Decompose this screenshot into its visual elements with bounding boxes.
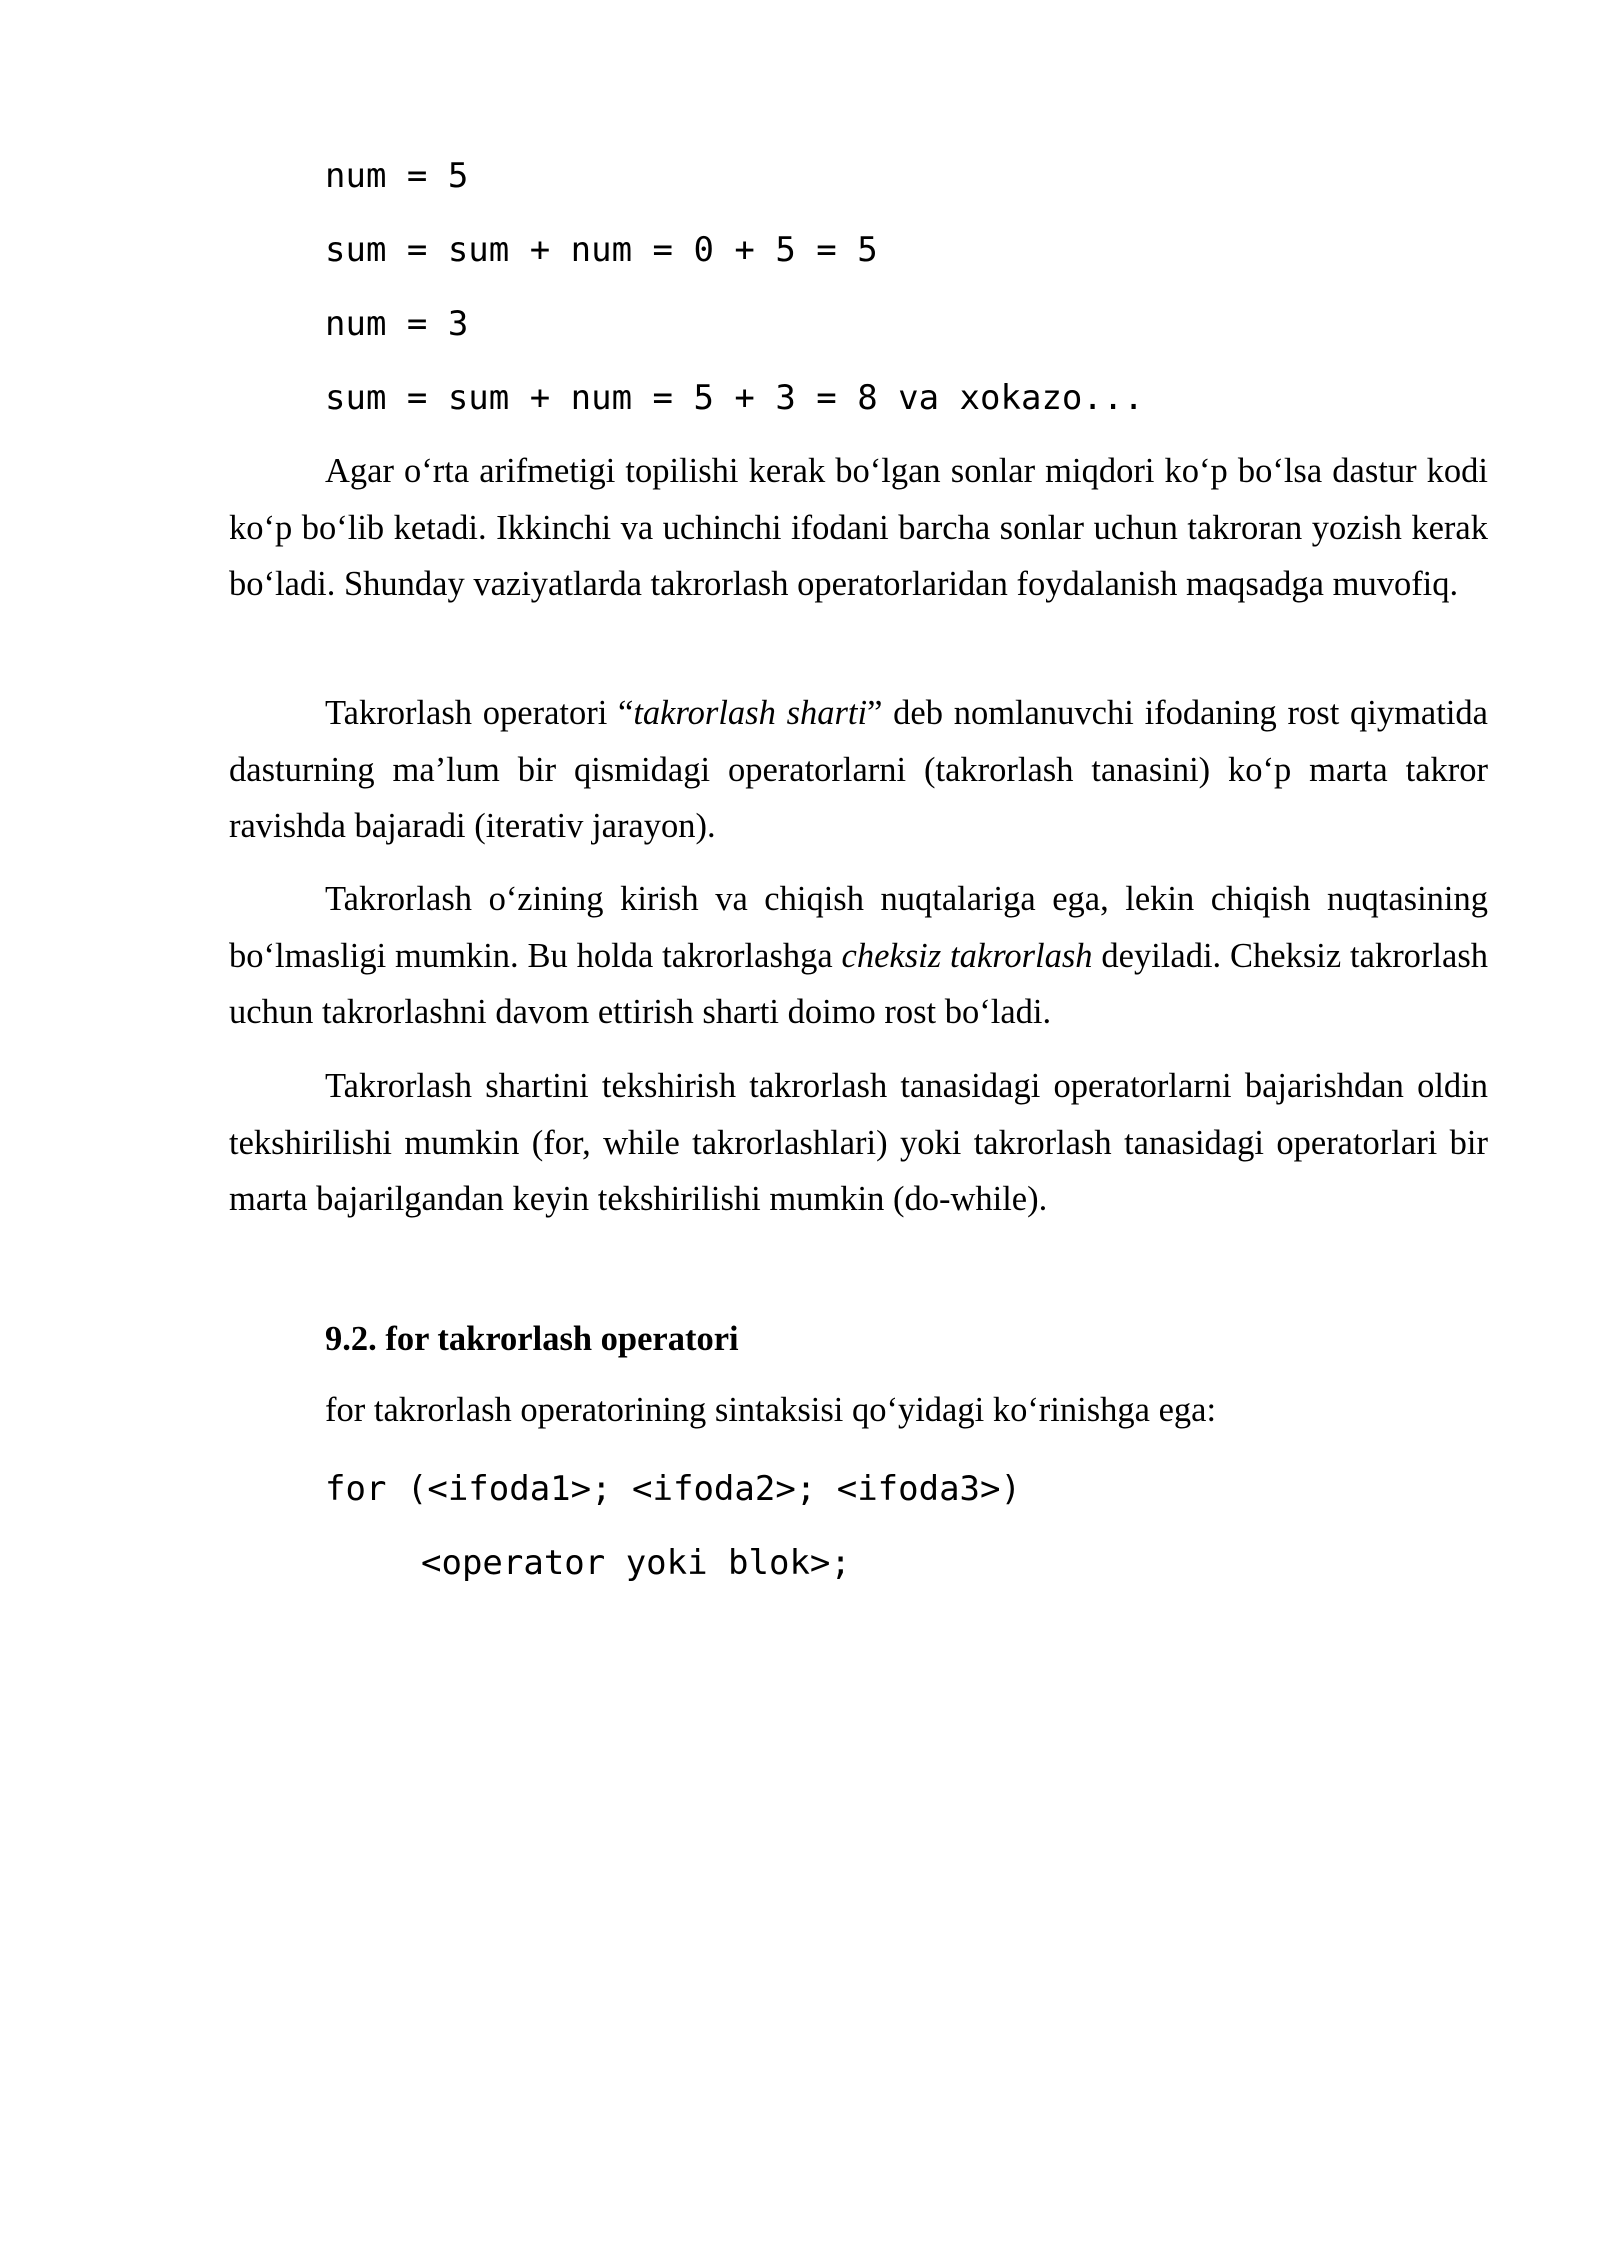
paragraph-condition-check: Takrorlash shartini tekshirish takrorlash tanasidagi operatorlarni bajarishdan oldin tekshirilishi mumkin (for, while takrorlashlari) yoki takrorlash tanasidagi operatorlari bir marta bajarilgandan keyin tekshirilishi mumkin (do-while). xyxy=(229,1067,1488,1218)
code-line: sum = sum + num = 0 + 5 = 5 xyxy=(325,230,878,270)
text-segment: ” deb nomlanuvchi ifodaning rost qiymatida dasturning ma’lum bir qismidagi operatorlarni (takrorlash tanasini) ko‘p marta takror ravishda bajaradi (iterativ jarayon). xyxy=(229,694,1488,845)
code-line: num = 5 xyxy=(325,156,469,196)
term-infinite-loop: cheksiz takrorlash xyxy=(841,936,1093,975)
paragraph-average-problem: Agar o‘rta arifmetigi topilishi kerak bo‘lgan sonlar miqdori ko‘p bo‘lsa dastur kodi ko‘p bo‘lib ketadi. Ikkinchi va uchinchi ifodani barcha sonlar uchun takroran yozish kerak bo‘ladi. Shunday vaziyatlarda takrorlash operatorlaridan foydalanish maqsadga muvofiq. xyxy=(229,452,1488,603)
text-segment: Takrorlash o‘zining kirish va chiqish nuqtalariga ega, lekin chiqish nuqtasining bo‘lmasligi mumkin. Bu holda takrorlashga xyxy=(229,880,1488,975)
text-segment: Takrorlash operatori “ xyxy=(325,694,634,732)
term-loop-condition: takrorlash sharti xyxy=(633,694,868,732)
section-intro: for takrorlash operatorining sintaksisi qo‘yidagi ko‘rinishga ega: xyxy=(325,1391,1217,1429)
paragraph-infinite-loop xyxy=(229,871,1488,1041)
section-heading: 9.2. for takrorlash operatori xyxy=(325,1320,739,1358)
paragraph-loop-definition xyxy=(229,685,1488,855)
text-segment: deyiladi. Cheksiz takrorlash uchun takrorlashni davom ettirish sharti doimo rost bo‘ladi. xyxy=(229,936,1488,1031)
syntax-line: <operator yoki blok>; xyxy=(421,1543,851,1583)
code-line: num = 3 xyxy=(325,304,469,344)
code-line: sum = sum + num = 5 + 3 = 8 va xokazo... xyxy=(325,378,1144,418)
syntax-line: for (<ifoda1>; <ifoda2>; <ifoda3>) xyxy=(325,1469,1021,1509)
